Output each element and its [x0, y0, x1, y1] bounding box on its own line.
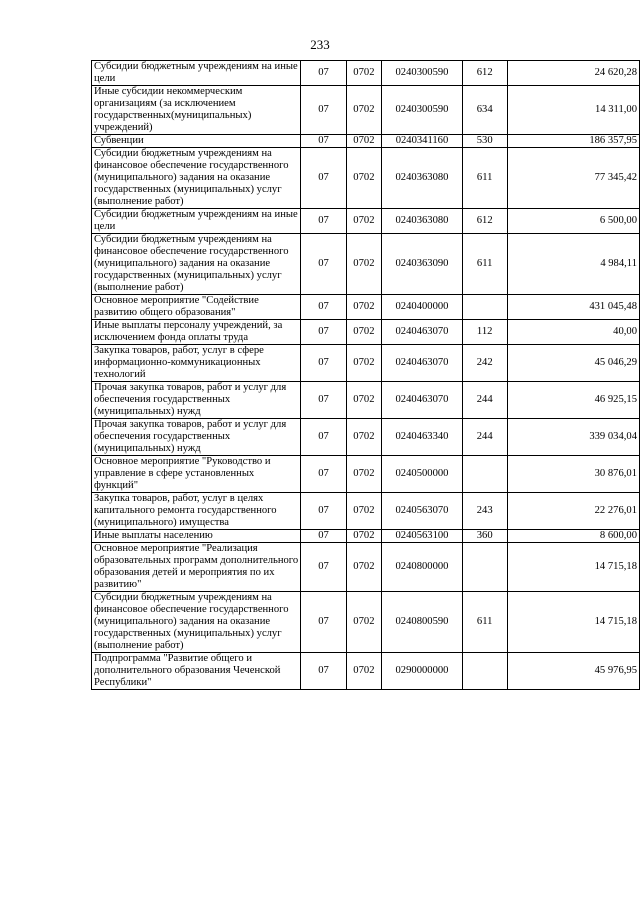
row-amount-cell: 77 345,42 [507, 148, 640, 209]
row-amount-cell: 4 984,11 [507, 234, 640, 295]
table-row [92, 320, 640, 345]
row-type-cell: 360 [462, 530, 507, 543]
table-row [92, 209, 640, 234]
row-name-cell: Иные субсидии некоммерческим организациям (за исключением государственных(муниципальных) учреждений) [92, 86, 301, 135]
row-name-cell: Иные выплаты населению [92, 530, 301, 543]
row-subsection-cell: 0702 [346, 543, 381, 592]
row-code-cell: 0240500000 [382, 456, 463, 493]
row-section-cell: 07 [301, 653, 346, 690]
row-section-cell: 07 [301, 234, 346, 295]
row-subsection-cell: 0702 [346, 61, 381, 86]
table-row [92, 592, 640, 653]
row-type-cell: 530 [462, 135, 507, 148]
row-amount-cell: 46 925,15 [507, 382, 640, 419]
row-type-cell: 244 [462, 419, 507, 456]
row-section-cell: 07 [301, 493, 346, 530]
row-subsection-cell: 0702 [346, 592, 381, 653]
row-section-cell: 07 [301, 382, 346, 419]
row-code-cell: 0240563070 [382, 493, 463, 530]
row-type-cell [462, 543, 507, 592]
row-type-cell: 612 [462, 209, 507, 234]
row-subsection-cell: 0702 [346, 493, 381, 530]
row-type-cell: 634 [462, 86, 507, 135]
row-name-cell: Субсидии бюджетным учреждениям на иные цели [92, 61, 301, 86]
row-type-cell: 112 [462, 320, 507, 345]
row-section-cell: 07 [301, 419, 346, 456]
row-code-cell: 0240800000 [382, 543, 463, 592]
row-amount-cell: 45 976,95 [507, 653, 640, 690]
row-section-cell: 07 [301, 456, 346, 493]
table-row [92, 456, 640, 493]
row-type-cell: 244 [462, 382, 507, 419]
table-row [92, 86, 640, 135]
row-section-cell: 07 [301, 295, 346, 320]
row-subsection-cell: 0702 [346, 382, 381, 419]
row-type-cell [462, 295, 507, 320]
page-number: 233 [310, 37, 330, 52]
row-name-cell: Иные выплаты персоналу учреждений, за исключением фонда оплаты труда [92, 320, 301, 345]
row-subsection-cell: 0702 [346, 135, 381, 148]
row-subsection-cell: 0702 [346, 234, 381, 295]
row-name-cell: Субсидии бюджетным учреждениям на иные цели [92, 209, 301, 234]
table-row [92, 61, 640, 86]
row-name-cell: Прочая закупка товаров, работ и услуг для обеспечения государственных (муниципальных) нужд [92, 419, 301, 456]
table-row [92, 419, 640, 456]
row-code-cell: 0240463070 [382, 345, 463, 382]
row-name-cell: Прочая закупка товаров, работ и услуг для обеспечения государственных (муниципальных) нужд [92, 382, 301, 419]
row-code-cell: 0240363080 [382, 209, 463, 234]
row-type-cell: 612 [462, 61, 507, 86]
row-type-cell: 611 [462, 234, 507, 295]
row-section-cell: 07 [301, 86, 346, 135]
row-name-cell: Основное мероприятие "Содействие развитию общего образования" [92, 295, 301, 320]
row-code-cell: 0240300590 [382, 61, 463, 86]
table-row [92, 345, 640, 382]
row-amount-cell: 431 045,48 [507, 295, 640, 320]
row-amount-cell: 22 276,01 [507, 493, 640, 530]
row-name-cell: Субсидии бюджетным учреждениям на финансовое обеспечение государственного (муниципального) задания на оказание государственных (муниципальных) услуг (выполнение работ) [92, 148, 301, 209]
row-name-cell: Субвенции [92, 135, 301, 148]
row-amount-cell: 40,00 [507, 320, 640, 345]
row-subsection-cell: 0702 [346, 456, 381, 493]
row-subsection-cell: 0702 [346, 419, 381, 456]
row-type-cell: 611 [462, 592, 507, 653]
row-subsection-cell: 0702 [346, 295, 381, 320]
row-code-cell: 0240363080 [382, 148, 463, 209]
row-amount-cell: 30 876,01 [507, 456, 640, 493]
row-amount-cell: 8 600,00 [507, 530, 640, 543]
row-amount-cell: 14 311,00 [507, 86, 640, 135]
row-amount-cell: 14 715,18 [507, 592, 640, 653]
row-section-cell: 07 [301, 345, 346, 382]
row-section-cell: 07 [301, 530, 346, 543]
table-row [92, 382, 640, 419]
row-name-cell: Субсидии бюджетным учреждениям на финансовое обеспечение государственного (муниципального) задания на оказание государственных (муниципальных) услуг (выполнение работ) [92, 592, 301, 653]
row-type-cell: 242 [462, 345, 507, 382]
row-name-cell: Основное мероприятие "Реализация образовательных программ дополнительного образования детей и мероприятия по их развитию" [92, 543, 301, 592]
row-type-cell: 611 [462, 148, 507, 209]
row-subsection-cell: 0702 [346, 86, 381, 135]
table-row [92, 530, 640, 543]
row-type-cell: 243 [462, 493, 507, 530]
row-code-cell: 0240363090 [382, 234, 463, 295]
row-section-cell: 07 [301, 209, 346, 234]
row-amount-cell: 339 034,04 [507, 419, 640, 456]
row-amount-cell: 6 500,00 [507, 209, 640, 234]
row-amount-cell: 24 620,28 [507, 61, 640, 86]
row-section-cell: 07 [301, 135, 346, 148]
row-amount-cell: 14 715,18 [507, 543, 640, 592]
row-code-cell: 0240463340 [382, 419, 463, 456]
row-section-cell: 07 [301, 61, 346, 86]
row-amount-cell: 45 046,29 [507, 345, 640, 382]
table-row [92, 148, 640, 209]
row-type-cell [462, 456, 507, 493]
row-section-cell: 07 [301, 592, 346, 653]
row-subsection-cell: 0702 [346, 148, 381, 209]
table-row [92, 653, 640, 690]
table-row [92, 234, 640, 295]
row-code-cell: 0240463070 [382, 320, 463, 345]
row-subsection-cell: 0702 [346, 653, 381, 690]
row-section-cell: 07 [301, 543, 346, 592]
row-subsection-cell: 0702 [346, 345, 381, 382]
budget-table-body [92, 61, 640, 690]
budget-table [91, 60, 640, 690]
row-subsection-cell: 0702 [346, 320, 381, 345]
table-row [92, 135, 640, 148]
row-name-cell: Основное мероприятие "Руководство и управление в сфере установленных функций" [92, 456, 301, 493]
row-name-cell: Подпрограмма "Развитие общего и дополнительного образования Чеченской Республики" [92, 653, 301, 690]
row-subsection-cell: 0702 [346, 530, 381, 543]
table-row [92, 543, 640, 592]
row-name-cell: Закупка товаров, работ, услуг в целях капитального ремонта государственного (муниципального) имущества [92, 493, 301, 530]
row-name-cell: Субсидии бюджетным учреждениям на финансовое обеспечение государственного (муниципального) задания на оказание государственных (муниципальных) услуг (выполнение работ) [92, 234, 301, 295]
row-subsection-cell: 0702 [346, 209, 381, 234]
row-amount-cell: 186 357,95 [507, 135, 640, 148]
row-code-cell: 0240300590 [382, 86, 463, 135]
row-type-cell [462, 653, 507, 690]
table-row [92, 493, 640, 530]
row-section-cell: 07 [301, 320, 346, 345]
row-section-cell: 07 [301, 148, 346, 209]
row-code-cell: 0240341160 [382, 135, 463, 148]
table-row [92, 295, 640, 320]
row-code-cell: 0290000000 [382, 653, 463, 690]
row-code-cell: 0240463070 [382, 382, 463, 419]
row-code-cell: 0240400000 [382, 295, 463, 320]
row-code-cell: 0240800590 [382, 592, 463, 653]
row-code-cell: 0240563100 [382, 530, 463, 543]
row-name-cell: Закупка товаров, работ, услуг в сфере информационно-коммуникационных технологий [92, 345, 301, 382]
